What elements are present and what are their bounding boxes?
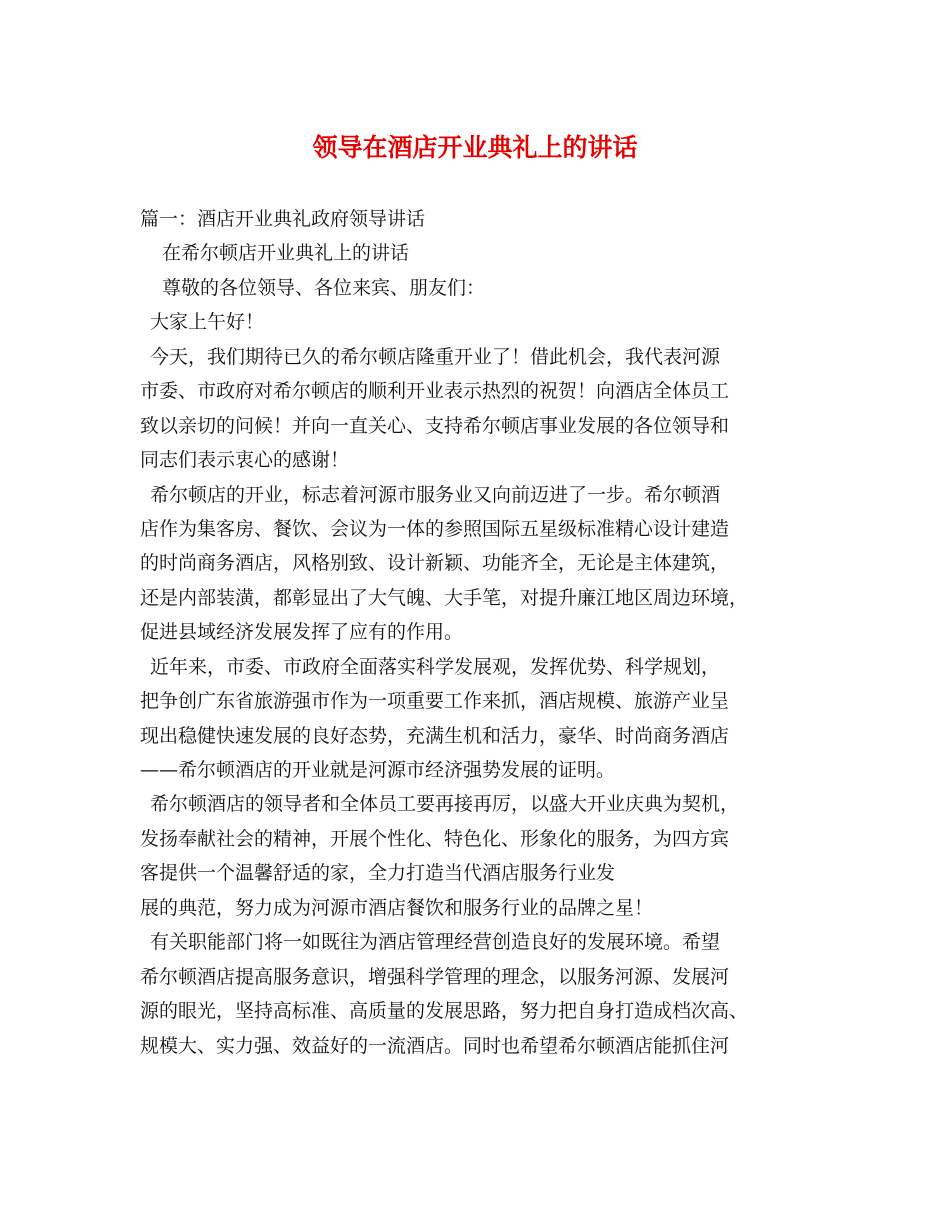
- paragraph-line: ——希尔顿酒店的开业就是河源市经济强势发展的证明。: [140, 759, 616, 781]
- paragraph-line: 把争创广东省旅游强市作为一项重要工作来抓，酒店规模、旅游产业呈: [140, 690, 730, 713]
- paragraph-line: 致以亲切的问候！并向一直关心、支持希尔顿店事业发展的各位领导和: [140, 414, 730, 437]
- paragraph-line: 源的眼光，坚持高标准、高质量的发展思路，努力把自身打造成档次高、: [140, 1000, 749, 1023]
- paragraph-line: 规模大、实力强、效益好的一流酒店。同时也希望希尔顿酒店能抓住河: [140, 1034, 730, 1057]
- speech-title: 在希尔顿店开业典礼上的讲话: [162, 242, 410, 265]
- paragraph-line: 希尔顿酒店的领导者和全体员工要再接再厉，以盛大开业庆典为契机，: [150, 793, 740, 816]
- paragraph-line: 店作为集客房、餐饮、会议为一体的参照国际五星级标准精心设计建造: [140, 517, 730, 540]
- paragraph-line: 客提供一个温馨舒适的家，全力打造当代酒店服务行业发: [140, 862, 616, 885]
- paragraph-line: 现出稳健快速发展的良好态势，充满生机和活力，豪华、时尚商务酒店: [140, 724, 730, 747]
- paragraph-line: 展的典范，努力成为河源市酒店餐饮和服务行业的品牌之星！: [140, 896, 654, 919]
- document-title: 领导在酒店开业典礼上的讲话: [312, 133, 638, 162]
- paragraph-line: 希尔顿店的开业，标志着河源市服务业又向前迈进了一步。希尔顿酒: [150, 483, 721, 506]
- paragraph-line: 发扬奉献社会的精神，开展个性化、特色化、形象化的服务，为四方宾: [140, 827, 730, 850]
- section-heading: 篇一：酒店开业典礼政府领导讲话: [140, 208, 426, 230]
- paragraph-line: 希尔顿酒店提高服务意识，增强科学管理的理念，以服务河源、发展河: [140, 965, 730, 988]
- paragraph-line: 今天，我们期待已久的希尔顿店隆重开业了！借此机会，我代表河源: [150, 345, 721, 368]
- paragraph-line: 还是内部装潢，都彰显出了大气魄、大手笔，对提升廉江地区周边环境，: [140, 586, 749, 609]
- document-body: [140, 202, 840, 1063]
- paragraph-line: 有关职能部门将一如既往为酒店管理经营创造良好的发展环境。希望: [150, 931, 721, 954]
- paragraph-line: 的时尚商务酒店，风格别致、设计新颖、功能齐全，无论是主体建筑，: [140, 552, 730, 575]
- paragraph-line: 近年来，市委、市政府全面落实科学发展观，发挥优势、科学规划，: [150, 655, 721, 678]
- paragraph-line: 市委、市政府对希尔顿店的顺利开业表示热烈的祝贺！向酒店全体员工: [140, 380, 730, 403]
- greeting: 大家上午好！: [150, 311, 265, 334]
- salutation: 尊敬的各位领导、各位来宾、朋友们：: [162, 276, 486, 299]
- paragraph-line: 促进县域经济发展发挥了应有的作用。: [140, 621, 464, 644]
- paragraph-line: 同志们表示衷心的感谢！: [140, 449, 350, 472]
